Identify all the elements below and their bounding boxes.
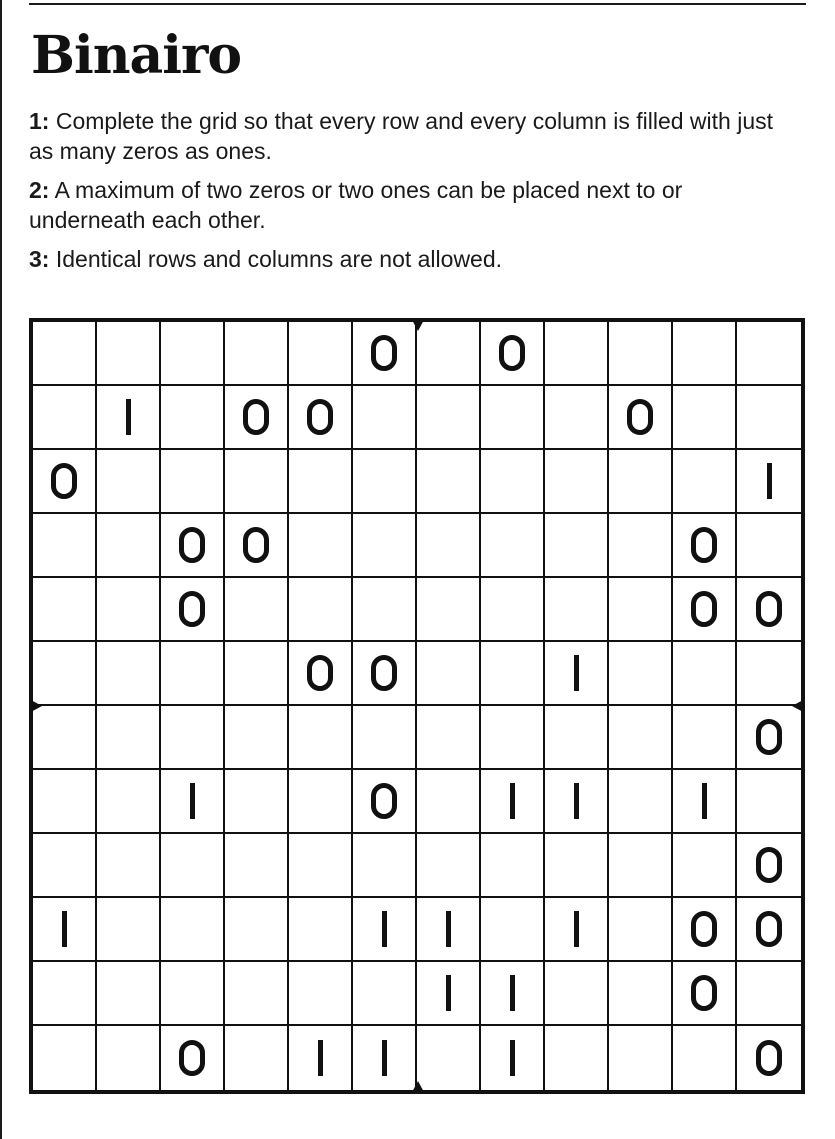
- grid-cell[interactable]: [353, 386, 417, 450]
- grid-cell[interactable]: [97, 1026, 161, 1090]
- one-digit: [62, 911, 67, 947]
- grid-cell[interactable]: [353, 514, 417, 578]
- one-digit: [574, 911, 579, 947]
- grid-cell[interactable]: [33, 706, 97, 770]
- grid-cell[interactable]: [673, 1026, 737, 1090]
- grid-cell: [545, 898, 609, 962]
- grid-cell: [673, 898, 737, 962]
- grid-cell[interactable]: [545, 834, 609, 898]
- grid-cell[interactable]: [737, 770, 801, 834]
- grid-cell[interactable]: [417, 642, 481, 706]
- grid-cell[interactable]: [417, 514, 481, 578]
- top-rule: [29, 3, 806, 5]
- one-digit: [702, 783, 707, 819]
- grid-cell[interactable]: [225, 770, 289, 834]
- center-marker-left-icon: [29, 699, 42, 713]
- grid-cell[interactable]: [609, 578, 673, 642]
- grid-cell[interactable]: [97, 770, 161, 834]
- zero-digit: [307, 655, 333, 691]
- grid-cell[interactable]: [609, 706, 673, 770]
- rule-number: 3:: [29, 246, 50, 272]
- grid-cell[interactable]: [225, 578, 289, 642]
- grid-cell[interactable]: [289, 450, 353, 514]
- grid-cell[interactable]: [161, 898, 225, 962]
- page-left-border: [0, 0, 2, 1139]
- one-digit: [510, 1040, 515, 1076]
- grid-cell[interactable]: [33, 578, 97, 642]
- grid-cell[interactable]: [161, 450, 225, 514]
- grid-cell[interactable]: [673, 322, 737, 386]
- grid-cell[interactable]: [673, 642, 737, 706]
- grid-cell[interactable]: [609, 450, 673, 514]
- grid-cell[interactable]: [97, 578, 161, 642]
- grid-cell: [417, 962, 481, 1026]
- one-digit: [574, 783, 579, 819]
- grid-cell[interactable]: [545, 706, 609, 770]
- grid-cell: [161, 514, 225, 578]
- zero-digit: [756, 591, 782, 627]
- rule-number: 2:: [29, 177, 50, 203]
- grid-cell[interactable]: [353, 962, 417, 1026]
- zero-digit: [756, 911, 782, 947]
- center-marker-bottom-icon: [411, 1081, 425, 1094]
- grid-cell[interactable]: [545, 962, 609, 1026]
- rule-3: [29, 244, 799, 274]
- one-digit: [510, 783, 515, 819]
- grid-cell[interactable]: [545, 1026, 609, 1090]
- grid-cell[interactable]: [673, 450, 737, 514]
- zero-digit: [371, 335, 397, 371]
- rule-2: [29, 175, 799, 235]
- grid-cell: [161, 578, 225, 642]
- rules-list: [29, 106, 799, 283]
- grid-cell[interactable]: [545, 322, 609, 386]
- grid-cell: [161, 770, 225, 834]
- grid-cell: [673, 514, 737, 578]
- grid-cell[interactable]: [161, 834, 225, 898]
- grid-cell: [353, 898, 417, 962]
- grid-cell: [545, 770, 609, 834]
- zero-digit: [691, 591, 717, 627]
- grid-cell[interactable]: [673, 706, 737, 770]
- grid-cell[interactable]: [289, 962, 353, 1026]
- grid-cell[interactable]: [609, 962, 673, 1026]
- grid-cell: [97, 386, 161, 450]
- zero-digit: [243, 399, 269, 435]
- grid-cell[interactable]: [353, 450, 417, 514]
- grid-cell[interactable]: [161, 386, 225, 450]
- one-digit: [510, 975, 515, 1011]
- grid-cell[interactable]: [673, 386, 737, 450]
- one-digit: [318, 1040, 323, 1076]
- grid-cell: [33, 450, 97, 514]
- grid-cell[interactable]: [609, 770, 673, 834]
- rule-number: 1:: [29, 108, 50, 134]
- grid-cell[interactable]: [161, 322, 225, 386]
- grid-cell[interactable]: [417, 450, 481, 514]
- grid-cell[interactable]: [97, 642, 161, 706]
- grid-cell: [289, 1026, 353, 1090]
- grid-cell[interactable]: [289, 578, 353, 642]
- grid-cell: [161, 1026, 225, 1090]
- zero-digit: [756, 847, 782, 883]
- grid-cell: [289, 642, 353, 706]
- grid-cell[interactable]: [481, 514, 545, 578]
- grid-cell[interactable]: [225, 450, 289, 514]
- zero-digit: [627, 399, 653, 435]
- grid-cell: [481, 770, 545, 834]
- grid-cell: [353, 642, 417, 706]
- grid-cell[interactable]: [225, 706, 289, 770]
- grid-cell[interactable]: [33, 322, 97, 386]
- grid-cell[interactable]: [161, 962, 225, 1026]
- zero-digit: [51, 463, 77, 499]
- grid-cell[interactable]: [417, 386, 481, 450]
- grid-cell: [353, 322, 417, 386]
- rule-text: Complete the grid so that every row and every column is filled with just as many zeros as ones.: [29, 108, 773, 164]
- grid-cell: [673, 962, 737, 1026]
- grid-cell: [225, 386, 289, 450]
- grid-cell: [289, 386, 353, 450]
- grid-cell: [481, 962, 545, 1026]
- grid-cell[interactable]: [545, 386, 609, 450]
- grid-cell[interactable]: [33, 834, 97, 898]
- grid-cell[interactable]: [33, 386, 97, 450]
- one-digit: [126, 399, 131, 435]
- grid-cell[interactable]: [33, 962, 97, 1026]
- zero-digit: [371, 783, 397, 819]
- grid-cell[interactable]: [481, 450, 545, 514]
- grid-cell[interactable]: [609, 322, 673, 386]
- grid-cell[interactable]: [609, 1026, 673, 1090]
- grid-cell[interactable]: [609, 642, 673, 706]
- grid-cell[interactable]: [353, 706, 417, 770]
- grid-cell: [737, 578, 801, 642]
- zero-digit: [371, 655, 397, 691]
- zero-digit: [179, 527, 205, 563]
- zero-digit: [756, 719, 782, 755]
- grid-cell[interactable]: [289, 706, 353, 770]
- rule-1: [29, 106, 799, 166]
- grid-cell[interactable]: [609, 898, 673, 962]
- grid-cell: [353, 770, 417, 834]
- grid-cell: [481, 322, 545, 386]
- grid-cell[interactable]: [737, 514, 801, 578]
- puzzle-board: [29, 318, 805, 1094]
- grid-cell[interactable]: [417, 834, 481, 898]
- grid-cell[interactable]: [353, 578, 417, 642]
- grid-cell[interactable]: [609, 514, 673, 578]
- grid-cell[interactable]: [33, 642, 97, 706]
- grid-cell: [673, 578, 737, 642]
- grid-cell[interactable]: [417, 1026, 481, 1090]
- grid-cell[interactable]: [481, 578, 545, 642]
- grid-cell: [673, 770, 737, 834]
- puzzle-grid: [29, 318, 805, 1094]
- grid-cell[interactable]: [289, 834, 353, 898]
- grid-cell: [225, 514, 289, 578]
- grid-cell[interactable]: [225, 322, 289, 386]
- grid-cell: [737, 1026, 801, 1090]
- grid-cell[interactable]: [161, 642, 225, 706]
- grid-cell[interactable]: [737, 962, 801, 1026]
- zero-digit: [691, 527, 717, 563]
- one-digit: [446, 911, 451, 947]
- grid-cell[interactable]: [481, 642, 545, 706]
- grid-cell[interactable]: [97, 450, 161, 514]
- one-digit: [574, 655, 579, 691]
- grid-cell[interactable]: [225, 1026, 289, 1090]
- grid-cell: [545, 642, 609, 706]
- grid-cell: [417, 898, 481, 962]
- grid-cell[interactable]: [609, 834, 673, 898]
- grid-cell[interactable]: [225, 898, 289, 962]
- grid-cell[interactable]: [737, 322, 801, 386]
- rule-text: A maximum of two zeros or two ones can be placed next to or underneath each other.: [29, 177, 683, 233]
- grid-cell[interactable]: [545, 578, 609, 642]
- grid-cell: [737, 450, 801, 514]
- grid-cell[interactable]: [33, 770, 97, 834]
- zero-digit: [179, 591, 205, 627]
- grid-cell[interactable]: [33, 514, 97, 578]
- grid-cell: [609, 386, 673, 450]
- grid-cell[interactable]: [225, 834, 289, 898]
- grid-cell[interactable]: [481, 386, 545, 450]
- grid-cell: [33, 898, 97, 962]
- grid-cell[interactable]: [97, 834, 161, 898]
- zero-digit: [307, 399, 333, 435]
- grid-cell: [737, 706, 801, 770]
- grid-cell[interactable]: [289, 322, 353, 386]
- grid-cell[interactable]: [545, 450, 609, 514]
- grid-cell[interactable]: [289, 770, 353, 834]
- grid-cell: [737, 898, 801, 962]
- grid-cell[interactable]: [481, 834, 545, 898]
- grid-cell: [353, 1026, 417, 1090]
- grid-cell[interactable]: [481, 706, 545, 770]
- zero-digit: [243, 527, 269, 563]
- zero-digit: [179, 1040, 205, 1076]
- one-digit: [382, 1040, 387, 1076]
- grid-cell[interactable]: [97, 898, 161, 962]
- grid-cell[interactable]: [161, 706, 225, 770]
- grid-cell: [481, 1026, 545, 1090]
- grid-cell[interactable]: [481, 898, 545, 962]
- one-digit: [767, 463, 772, 499]
- zero-digit: [756, 1040, 782, 1076]
- zero-digit: [499, 335, 525, 371]
- grid-cell[interactable]: [417, 770, 481, 834]
- grid-cell[interactable]: [97, 962, 161, 1026]
- center-marker-top-icon: [411, 318, 425, 331]
- puzzle-title: Binairo: [31, 25, 242, 86]
- grid-cell[interactable]: [97, 514, 161, 578]
- grid-cell[interactable]: [417, 322, 481, 386]
- grid-cell[interactable]: [289, 514, 353, 578]
- one-digit: [446, 975, 451, 1011]
- one-digit: [190, 783, 195, 819]
- rule-text: Identical rows and columns are not allowed.: [49, 246, 503, 272]
- grid-cell[interactable]: [33, 1026, 97, 1090]
- grid-cell[interactable]: [97, 322, 161, 386]
- grid-cell[interactable]: [225, 642, 289, 706]
- center-marker-right-icon: [792, 699, 805, 713]
- one-digit: [382, 911, 387, 947]
- grid-cell[interactable]: [353, 834, 417, 898]
- grid-cell[interactable]: [417, 706, 481, 770]
- grid-cell[interactable]: [97, 706, 161, 770]
- grid-cell[interactable]: [737, 642, 801, 706]
- grid-cell[interactable]: [545, 514, 609, 578]
- grid-cell[interactable]: [417, 578, 481, 642]
- zero-digit: [691, 911, 717, 947]
- grid-cell[interactable]: [289, 898, 353, 962]
- grid-cell: [737, 834, 801, 898]
- zero-digit: [691, 975, 717, 1011]
- grid-cell[interactable]: [225, 962, 289, 1026]
- grid-cell[interactable]: [673, 834, 737, 898]
- grid-cell[interactable]: [737, 386, 801, 450]
